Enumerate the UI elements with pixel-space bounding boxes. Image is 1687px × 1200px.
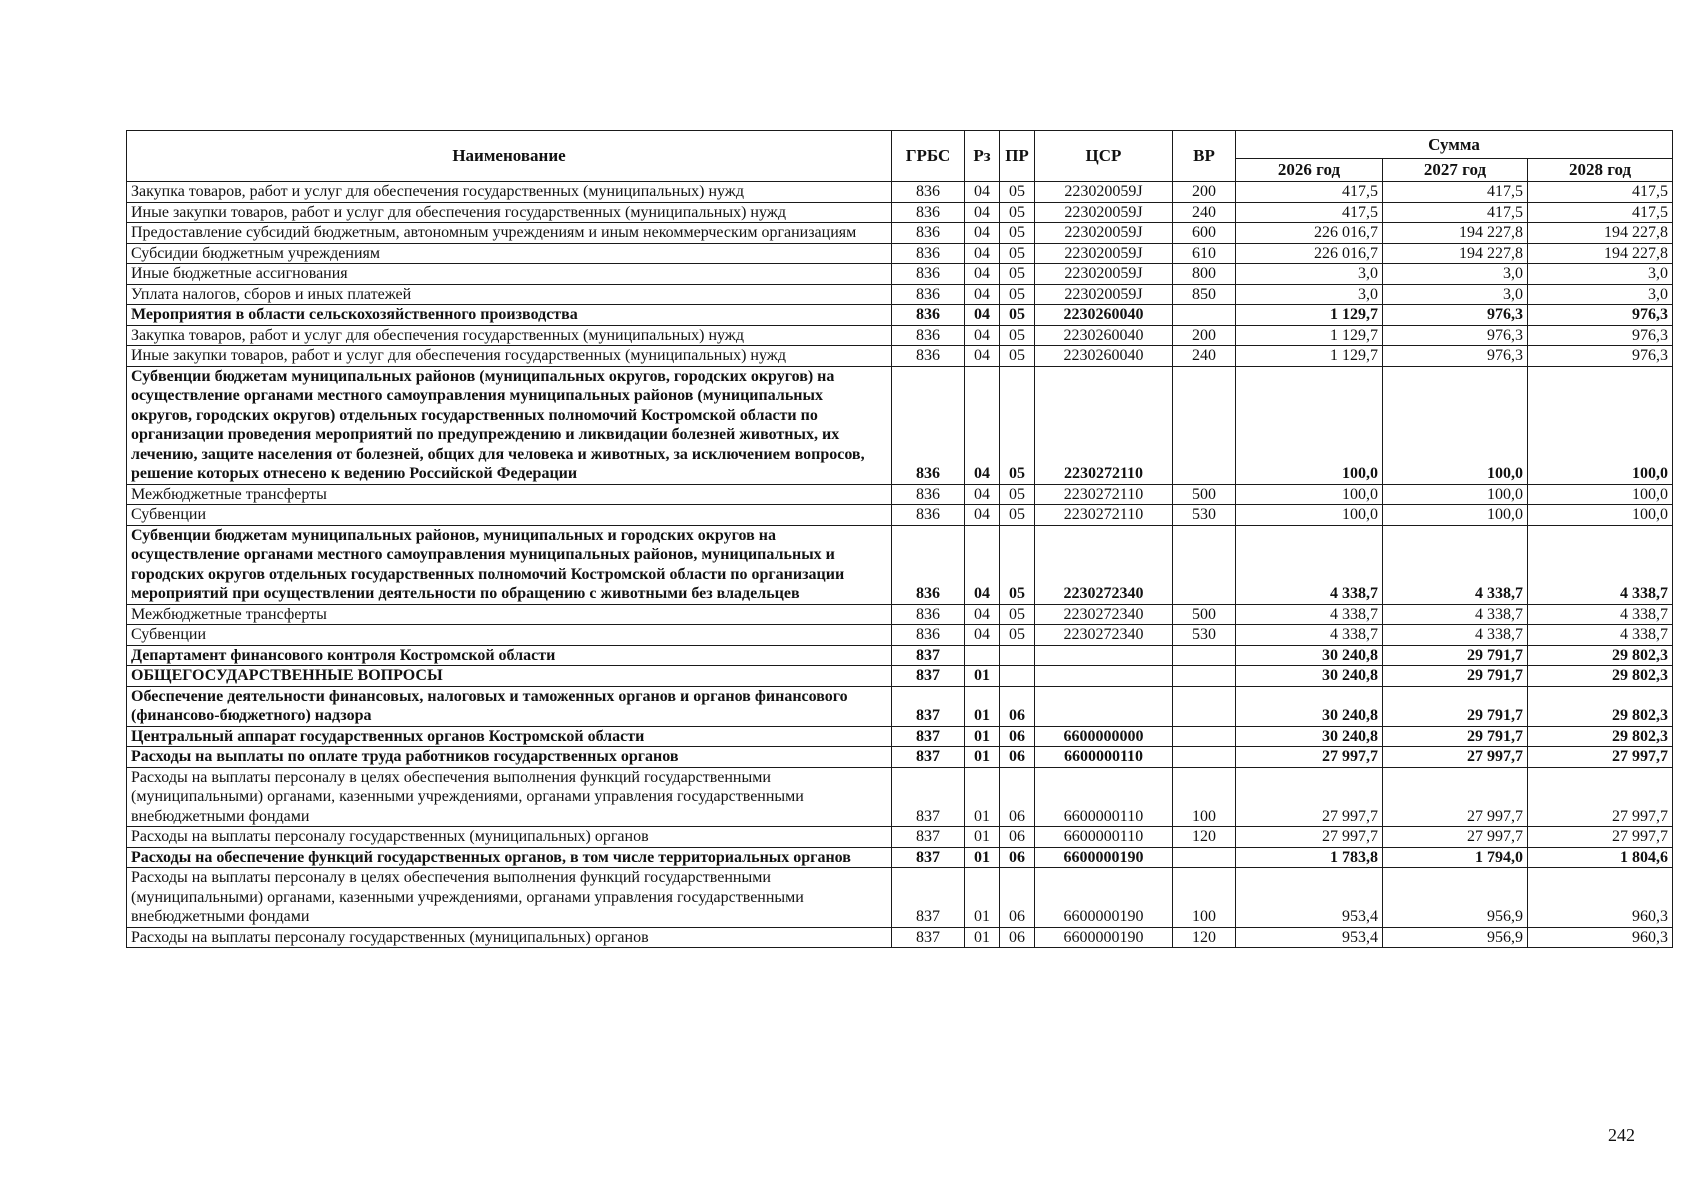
row-pr-cell: 06: [1000, 686, 1035, 726]
row-2027-cell: 4 338,7: [1383, 525, 1528, 604]
row-rz-cell: 04: [965, 182, 1000, 203]
row-name-cell: Субвенции бюджетам муниципальных районов (муниципальных округов, городских округов) на осуществление органами местного самоуправления муниципальных районов (муниципальных округов, городских округов) отдельных государственных полномочий Костромской области по организации проведения мероприятий по предупреждению и ликвидации болезней животных, их лечению, защите населения от болезней, общих для человека и животных, за исключением вопросов, решение которых отнесено к ведению Российской Федерации: [127, 366, 892, 484]
table-row: [127, 264, 1673, 285]
row-name-cell: Расходы на выплаты персоналу в целях обеспечения выполнения функций государственными (муниципальными) органами, казенными учреждениями, органами управления государственными внебюджетными фондами: [127, 767, 892, 827]
table-row: [127, 625, 1673, 646]
row-rz-cell: [965, 645, 1000, 666]
row-vr-cell: 530: [1173, 505, 1236, 526]
row-vr-cell: 240: [1173, 346, 1236, 367]
row-pr-cell: 05: [1000, 346, 1035, 367]
row-2026-cell: 417,5: [1236, 202, 1383, 223]
table-row: [127, 827, 1673, 848]
row-name-cell: Уплата налогов, сборов и иных платежей: [127, 284, 892, 305]
row-name-cell: Предоставление субсидий бюджетным, автономным учреждениям и иным некоммерческим организациям: [127, 223, 892, 244]
row-vr-cell: 120: [1173, 927, 1236, 948]
page-number: 242: [1608, 1125, 1635, 1145]
row-2028-cell: 100,0: [1528, 366, 1673, 484]
table-row: [127, 666, 1673, 687]
row-pr-cell: 06: [1000, 868, 1035, 928]
row-name-cell: Закупка товаров, работ и услуг для обеспечения государственных (муниципальных) нужд: [127, 325, 892, 346]
row-pr-cell: 06: [1000, 827, 1035, 848]
row-vr-cell: [1173, 747, 1236, 768]
row-grbs-cell: 836: [892, 525, 965, 604]
row-pr-cell: 06: [1000, 747, 1035, 768]
table-row: [127, 505, 1673, 526]
row-rz-cell: 04: [965, 346, 1000, 367]
row-csr-cell: 2230260040: [1035, 305, 1173, 326]
header-pr: ПР: [1000, 131, 1035, 182]
row-2026-cell: 953,4: [1236, 868, 1383, 928]
row-name-cell: Обеспечение деятельности финансовых, налоговых и таможенных органов и органов финансового (финансово-бюджетного) надзора: [127, 686, 892, 726]
table-row: [127, 747, 1673, 768]
row-2027-cell: 1 794,0: [1383, 847, 1528, 868]
row-rz-cell: 01: [965, 666, 1000, 687]
row-vr-cell: 500: [1173, 604, 1236, 625]
row-csr-cell: 223020059J: [1035, 182, 1173, 203]
row-2026-cell: 100,0: [1236, 484, 1383, 505]
row-2027-cell: 29 791,7: [1383, 645, 1528, 666]
row-2027-cell: 4 338,7: [1383, 604, 1528, 625]
row-csr-cell: [1035, 645, 1173, 666]
table-row: [127, 645, 1673, 666]
row-2027-cell: 956,9: [1383, 868, 1528, 928]
row-name-cell: Расходы на обеспечение функций государственных органов, в том числе территориальных органов: [127, 847, 892, 868]
row-vr-cell: 100: [1173, 767, 1236, 827]
row-vr-cell: 240: [1173, 202, 1236, 223]
row-name-cell: Расходы на выплаты персоналу в целях обеспечения выполнения функций государственными (муниципальными) органами, казенными учреждениями, органами управления государственными внебюджетными фондами: [127, 868, 892, 928]
row-csr-cell: 2230260040: [1035, 346, 1173, 367]
row-name-cell: Мероприятия в области сельскохозяйственного производства: [127, 305, 892, 326]
table-row: [127, 325, 1673, 346]
row-csr-cell: 2230272110: [1035, 366, 1173, 484]
row-2028-cell: 27 997,7: [1528, 767, 1673, 827]
row-2026-cell: 30 240,8: [1236, 726, 1383, 747]
row-grbs-cell: 836: [892, 366, 965, 484]
table-row: [127, 767, 1673, 827]
row-pr-cell: [1000, 666, 1035, 687]
row-2027-cell: 194 227,8: [1383, 223, 1528, 244]
row-2028-cell: 417,5: [1528, 202, 1673, 223]
row-pr-cell: 05: [1000, 305, 1035, 326]
row-2026-cell: 27 997,7: [1236, 767, 1383, 827]
row-2027-cell: 100,0: [1383, 484, 1528, 505]
table-row: [127, 223, 1673, 244]
row-2028-cell: 27 997,7: [1528, 827, 1673, 848]
row-grbs-cell: 837: [892, 747, 965, 768]
row-grbs-cell: 836: [892, 243, 965, 264]
row-2028-cell: 100,0: [1528, 505, 1673, 526]
row-vr-cell: 600: [1173, 223, 1236, 244]
row-grbs-cell: 836: [892, 625, 965, 646]
row-2026-cell: 3,0: [1236, 284, 1383, 305]
row-csr-cell: 223020059J: [1035, 223, 1173, 244]
row-vr-cell: 120: [1173, 827, 1236, 848]
row-name-cell: Центральный аппарат государственных органов Костромской области: [127, 726, 892, 747]
row-grbs-cell: 837: [892, 666, 965, 687]
row-2028-cell: 4 338,7: [1528, 604, 1673, 625]
row-pr-cell: 06: [1000, 767, 1035, 827]
row-grbs-cell: 836: [892, 346, 965, 367]
row-pr-cell: 05: [1000, 525, 1035, 604]
row-csr-cell: 223020059J: [1035, 264, 1173, 285]
row-name-cell: Иные бюджетные ассигнования: [127, 264, 892, 285]
table-row: [127, 847, 1673, 868]
row-2027-cell: 27 997,7: [1383, 747, 1528, 768]
row-rz-cell: 04: [965, 264, 1000, 285]
row-name-cell: Департамент финансового контроля Костромской области: [127, 645, 892, 666]
row-2028-cell: 100,0: [1528, 484, 1673, 505]
row-name-cell: Иные закупки товаров, работ и услуг для обеспечения государственных (муниципальных) нужд: [127, 202, 892, 223]
row-rz-cell: 04: [965, 284, 1000, 305]
table-row: [127, 484, 1673, 505]
row-vr-cell: [1173, 525, 1236, 604]
row-pr-cell: 05: [1000, 182, 1035, 203]
row-pr-cell: 05: [1000, 604, 1035, 625]
header-year-2027: 2027 год: [1383, 159, 1528, 182]
row-2026-cell: 30 240,8: [1236, 645, 1383, 666]
row-rz-cell: 04: [965, 525, 1000, 604]
table-row: [127, 305, 1673, 326]
row-csr-cell: 2230272110: [1035, 484, 1173, 505]
row-grbs-cell: 837: [892, 686, 965, 726]
row-2027-cell: 4 338,7: [1383, 625, 1528, 646]
row-grbs-cell: 837: [892, 726, 965, 747]
row-csr-cell: [1035, 686, 1173, 726]
row-grbs-cell: 837: [892, 847, 965, 868]
row-2027-cell: 976,3: [1383, 305, 1528, 326]
row-2026-cell: 1 129,7: [1236, 305, 1383, 326]
row-2028-cell: 194 227,8: [1528, 223, 1673, 244]
header-name: Наименование: [127, 131, 892, 182]
row-2026-cell: 953,4: [1236, 927, 1383, 948]
row-csr-cell: 2230272340: [1035, 525, 1173, 604]
row-name-cell: Закупка товаров, работ и услуг для обеспечения государственных (муниципальных) нужд: [127, 182, 892, 203]
row-grbs-cell: 837: [892, 927, 965, 948]
row-2027-cell: 3,0: [1383, 264, 1528, 285]
row-2028-cell: 29 802,3: [1528, 726, 1673, 747]
row-2028-cell: 960,3: [1528, 927, 1673, 948]
row-csr-cell: 6600000190: [1035, 927, 1173, 948]
row-rz-cell: 01: [965, 847, 1000, 868]
header-csr: ЦСР: [1035, 131, 1173, 182]
table-row: [127, 927, 1673, 948]
row-name-cell: ОБЩЕГОСУДАРСТВЕННЫЕ ВОПРОСЫ: [127, 666, 892, 687]
row-rz-cell: 04: [965, 484, 1000, 505]
row-pr-cell: 05: [1000, 223, 1035, 244]
row-rz-cell: 01: [965, 767, 1000, 827]
row-rz-cell: 04: [965, 625, 1000, 646]
row-vr-cell: 200: [1173, 182, 1236, 203]
row-pr-cell: 06: [1000, 927, 1035, 948]
row-csr-cell: 6600000110: [1035, 767, 1173, 827]
row-2026-cell: 4 338,7: [1236, 525, 1383, 604]
table-row: [127, 525, 1673, 604]
row-rz-cell: 04: [965, 325, 1000, 346]
row-2026-cell: 226 016,7: [1236, 243, 1383, 264]
row-name-cell: Расходы на выплаты персоналу государственных (муниципальных) органов: [127, 827, 892, 848]
budget-table: [126, 130, 1673, 948]
row-rz-cell: 01: [965, 686, 1000, 726]
row-name-cell: Субсидии бюджетным учреждениям: [127, 243, 892, 264]
row-grbs-cell: 836: [892, 223, 965, 244]
row-2027-cell: 3,0: [1383, 284, 1528, 305]
row-rz-cell: 04: [965, 243, 1000, 264]
row-rz-cell: 01: [965, 927, 1000, 948]
row-grbs-cell: 837: [892, 827, 965, 848]
row-vr-cell: 800: [1173, 264, 1236, 285]
table-header: [127, 131, 1673, 182]
table-row: [127, 366, 1673, 484]
row-2026-cell: 30 240,8: [1236, 686, 1383, 726]
row-pr-cell: 05: [1000, 366, 1035, 484]
row-csr-cell: 6600000110: [1035, 827, 1173, 848]
row-name-cell: Субвенции: [127, 505, 892, 526]
row-vr-cell: 610: [1173, 243, 1236, 264]
row-2026-cell: 4 338,7: [1236, 604, 1383, 625]
row-2028-cell: 4 338,7: [1528, 525, 1673, 604]
row-grbs-cell: 836: [892, 505, 965, 526]
row-csr-cell: 6600000190: [1035, 868, 1173, 928]
row-pr-cell: 05: [1000, 505, 1035, 526]
row-name-cell: Межбюджетные трансферты: [127, 604, 892, 625]
table-row: [127, 202, 1673, 223]
row-2027-cell: 194 227,8: [1383, 243, 1528, 264]
row-grbs-cell: 836: [892, 325, 965, 346]
row-2026-cell: 100,0: [1236, 505, 1383, 526]
table-row: [127, 182, 1673, 203]
row-csr-cell: 223020059J: [1035, 243, 1173, 264]
row-pr-cell: 05: [1000, 325, 1035, 346]
row-csr-cell: 6600000110: [1035, 747, 1173, 768]
row-2028-cell: 29 802,3: [1528, 666, 1673, 687]
row-grbs-cell: 837: [892, 767, 965, 827]
row-2028-cell: 960,3: [1528, 868, 1673, 928]
row-2027-cell: 976,3: [1383, 325, 1528, 346]
row-pr-cell: [1000, 645, 1035, 666]
row-rz-cell: 04: [965, 202, 1000, 223]
row-name-cell: Межбюджетные трансферты: [127, 484, 892, 505]
row-grbs-cell: 836: [892, 604, 965, 625]
table-row: [127, 604, 1673, 625]
row-2027-cell: 956,9: [1383, 927, 1528, 948]
row-vr-cell: 530: [1173, 625, 1236, 646]
row-2028-cell: 976,3: [1528, 325, 1673, 346]
row-2028-cell: 417,5: [1528, 182, 1673, 203]
row-2026-cell: 27 997,7: [1236, 747, 1383, 768]
table-row: [127, 284, 1673, 305]
table-row: [127, 726, 1673, 747]
row-2028-cell: 29 802,3: [1528, 645, 1673, 666]
row-2026-cell: 1 783,8: [1236, 847, 1383, 868]
row-vr-cell: [1173, 645, 1236, 666]
row-grbs-cell: 836: [892, 284, 965, 305]
row-vr-cell: [1173, 366, 1236, 484]
row-2028-cell: 29 802,3: [1528, 686, 1673, 726]
row-vr-cell: [1173, 686, 1236, 726]
row-csr-cell: 2230272340: [1035, 604, 1173, 625]
row-csr-cell: 2230272340: [1035, 625, 1173, 646]
row-2028-cell: 1 804,6: [1528, 847, 1673, 868]
row-2026-cell: 1 129,7: [1236, 325, 1383, 346]
row-grbs-cell: 836: [892, 305, 965, 326]
row-rz-cell: 04: [965, 505, 1000, 526]
row-2028-cell: 3,0: [1528, 264, 1673, 285]
row-2026-cell: 3,0: [1236, 264, 1383, 285]
row-2028-cell: 194 227,8: [1528, 243, 1673, 264]
row-2026-cell: 30 240,8: [1236, 666, 1383, 687]
row-2027-cell: 100,0: [1383, 505, 1528, 526]
row-2026-cell: 417,5: [1236, 182, 1383, 203]
row-2027-cell: 417,5: [1383, 182, 1528, 203]
row-vr-cell: 100: [1173, 868, 1236, 928]
row-csr-cell: 6600000000: [1035, 726, 1173, 747]
row-csr-cell: 2230260040: [1035, 325, 1173, 346]
row-2026-cell: 4 338,7: [1236, 625, 1383, 646]
row-2028-cell: 27 997,7: [1528, 747, 1673, 768]
row-2028-cell: 4 338,7: [1528, 625, 1673, 646]
row-2028-cell: 976,3: [1528, 305, 1673, 326]
row-rz-cell: 04: [965, 223, 1000, 244]
row-rz-cell: 04: [965, 604, 1000, 625]
row-2028-cell: 3,0: [1528, 284, 1673, 305]
table-row: [127, 346, 1673, 367]
row-2026-cell: 100,0: [1236, 366, 1383, 484]
row-vr-cell: 850: [1173, 284, 1236, 305]
row-2027-cell: 976,3: [1383, 346, 1528, 367]
row-name-cell: Расходы на выплаты по оплате труда работников государственных органов: [127, 747, 892, 768]
header-grbs: ГРБС: [892, 131, 965, 182]
row-csr-cell: 6600000190: [1035, 847, 1173, 868]
header-sum: Сумма: [1236, 131, 1673, 159]
row-csr-cell: 2230272110: [1035, 505, 1173, 526]
table-body: [127, 182, 1673, 948]
row-2026-cell: 226 016,7: [1236, 223, 1383, 244]
row-vr-cell: [1173, 305, 1236, 326]
row-grbs-cell: 836: [892, 484, 965, 505]
row-2027-cell: 27 997,7: [1383, 827, 1528, 848]
row-rz-cell: 04: [965, 366, 1000, 484]
row-2027-cell: 29 791,7: [1383, 666, 1528, 687]
table-row: [127, 868, 1673, 928]
row-name-cell: Расходы на выплаты персоналу государственных (муниципальных) органов: [127, 927, 892, 948]
header-rz: Рз: [965, 131, 1000, 182]
row-name-cell: Иные закупки товаров, работ и услуг для обеспечения государственных (муниципальных) нужд: [127, 346, 892, 367]
row-csr-cell: [1035, 666, 1173, 687]
row-grbs-cell: 837: [892, 868, 965, 928]
row-vr-cell: 500: [1173, 484, 1236, 505]
row-pr-cell: 05: [1000, 264, 1035, 285]
row-pr-cell: 05: [1000, 243, 1035, 264]
row-2027-cell: 27 997,7: [1383, 767, 1528, 827]
header-year-2028: 2028 год: [1528, 159, 1673, 182]
row-rz-cell: 04: [965, 305, 1000, 326]
row-rz-cell: 01: [965, 827, 1000, 848]
row-2028-cell: 976,3: [1528, 346, 1673, 367]
row-grbs-cell: 836: [892, 264, 965, 285]
table-row: [127, 243, 1673, 264]
table-row: [127, 686, 1673, 726]
row-vr-cell: [1173, 666, 1236, 687]
row-rz-cell: 01: [965, 868, 1000, 928]
row-2026-cell: 27 997,7: [1236, 827, 1383, 848]
row-grbs-cell: 836: [892, 202, 965, 223]
row-2027-cell: 417,5: [1383, 202, 1528, 223]
row-grbs-cell: 836: [892, 182, 965, 203]
header-year-2026: 2026 год: [1236, 159, 1383, 182]
row-rz-cell: 01: [965, 747, 1000, 768]
row-pr-cell: 05: [1000, 284, 1035, 305]
row-pr-cell: 06: [1000, 726, 1035, 747]
row-csr-cell: 223020059J: [1035, 202, 1173, 223]
row-name-cell: Субвенции бюджетам муниципальных районов, муниципальных и городских округов на осуществление органами местного самоуправления муниципальных районов, муниципальных и городских округов отдельных государственных полномочий Костромской области по организации мероприятий при осуществлении деятельности по обращению с животными без владельцев: [127, 525, 892, 604]
row-csr-cell: 223020059J: [1035, 284, 1173, 305]
row-2027-cell: 29 791,7: [1383, 726, 1528, 747]
row-name-cell: Субвенции: [127, 625, 892, 646]
row-pr-cell: 05: [1000, 625, 1035, 646]
row-pr-cell: 06: [1000, 847, 1035, 868]
row-pr-cell: 05: [1000, 484, 1035, 505]
row-vr-cell: [1173, 847, 1236, 868]
header-vr: ВР: [1173, 131, 1236, 182]
row-rz-cell: 01: [965, 726, 1000, 747]
row-2027-cell: 29 791,7: [1383, 686, 1528, 726]
row-grbs-cell: 837: [892, 645, 965, 666]
row-pr-cell: 05: [1000, 202, 1035, 223]
row-2026-cell: 1 129,7: [1236, 346, 1383, 367]
row-vr-cell: 200: [1173, 325, 1236, 346]
row-2027-cell: 100,0: [1383, 366, 1528, 484]
row-vr-cell: [1173, 726, 1236, 747]
